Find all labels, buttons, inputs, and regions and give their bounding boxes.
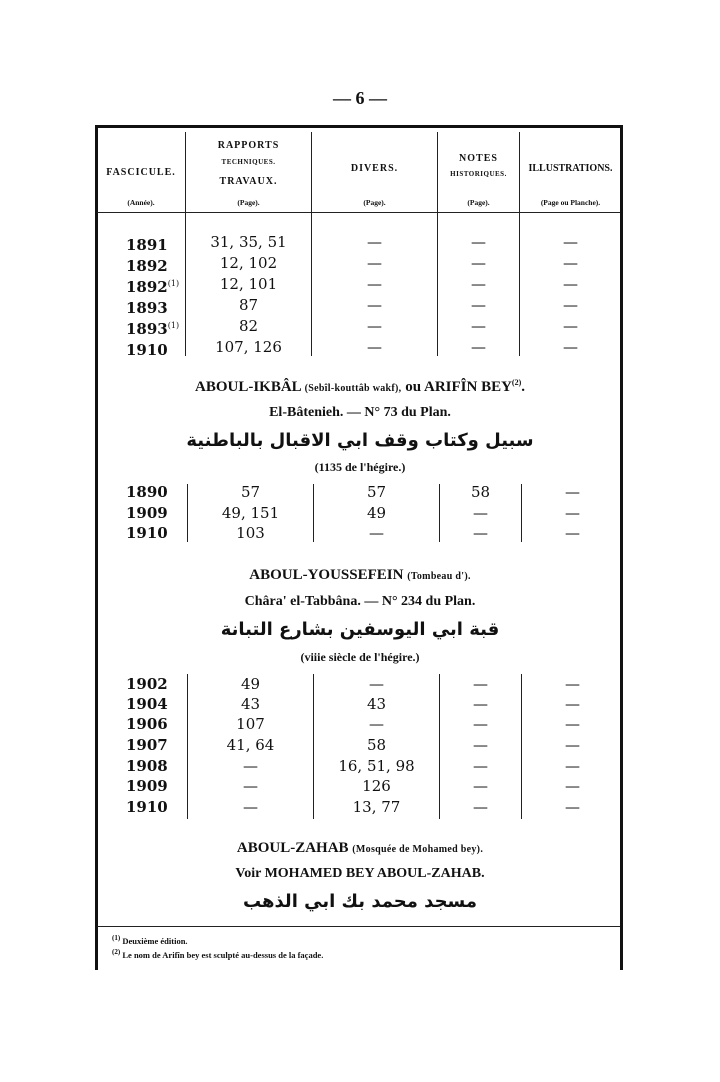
rapports-cell: 49	[240, 675, 261, 693]
rapports-cell: 107	[236, 715, 265, 733]
section2-title: ABOUL-IKBÂL (Sebîl-kouttâb wakf), ou ARIFÎN BEY$^{(2)}$.	[194, 378, 525, 395]
year-cell: 1910	[126, 524, 168, 542]
notes-cell: —	[471, 233, 486, 251]
rapports-cell: 57	[240, 483, 261, 501]
section2-date: (1135 de l'hégire.)	[314, 460, 406, 474]
section1-divider	[519, 214, 520, 356]
divers-cell: —	[367, 338, 382, 356]
year-cell: 1892	[126, 257, 168, 275]
section2-location: El-Bâtenieh. — N° 73 du Plan.	[269, 405, 451, 420]
header-rapports-techniques: TECHNIQUES.	[221, 158, 276, 166]
year-cell: 1909	[126, 504, 168, 522]
illustrations-cell: —	[563, 254, 578, 272]
year-cell: 1909	[126, 777, 168, 795]
section3-divider	[439, 674, 440, 819]
rapports-cell: —	[243, 757, 258, 775]
section2-divider	[439, 484, 440, 542]
section2-arabic: سبيل وكتاب وقف ابي الاقبال بالباطنية	[186, 430, 534, 451]
section2-divider	[521, 484, 522, 542]
divers-cell: —	[367, 317, 382, 335]
divers-cell: —	[367, 296, 382, 314]
header-divider	[519, 132, 520, 214]
year-cell: 1893	[126, 299, 168, 317]
year-cell: 1891	[126, 236, 168, 254]
rapports-cell: 43	[240, 695, 261, 713]
header-divers-sub: (Page).	[363, 198, 386, 207]
illustrations-cell: —	[565, 757, 580, 775]
divers-cell: 16, 51, 98	[338, 757, 415, 775]
footnote: $^{(2)}$ Le nom de Arifîn bey est sculpté au-dessus de la façade.	[112, 948, 324, 960]
divers-cell: 49	[366, 504, 387, 522]
section3-arabic: قبة ابي اليوسفين بشارع التبانة	[220, 619, 500, 640]
divers-cell: 58	[366, 736, 387, 754]
divers-cell: —	[367, 275, 382, 293]
notes-cell: —	[473, 504, 488, 522]
notes-cell: 58	[470, 483, 491, 501]
divers-cell: 43	[366, 695, 387, 713]
rapports-cell: 103	[236, 524, 265, 542]
header-travaux: TRAVAUX.	[219, 176, 278, 187]
rapports-cell: 82	[238, 317, 259, 335]
notes-cell: —	[471, 275, 486, 293]
section3-divider	[187, 674, 188, 819]
notes-cell: —	[473, 798, 488, 816]
header-historiques: HISTORIQUES.	[450, 170, 507, 178]
divers-cell: —	[369, 524, 384, 542]
section2-divider	[313, 484, 314, 542]
year-cell: 1893$^{(1)}$	[126, 320, 180, 338]
section4-location: Voir MOHAMED BEY ABOUL-ZAHAB.	[235, 866, 485, 881]
notes-cell: —	[473, 524, 488, 542]
notes-cell: —	[473, 695, 488, 713]
rapports-cell: 12, 102	[219, 254, 278, 272]
illustrations-cell: —	[563, 296, 578, 314]
rapports-cell: —	[243, 777, 258, 795]
year-cell: 1910	[126, 341, 168, 359]
section1-divider	[311, 214, 312, 356]
year-cell: 1902	[126, 675, 168, 693]
rapports-cell: 49, 151	[221, 504, 280, 522]
divers-cell: —	[367, 233, 382, 251]
illustrations-cell: —	[565, 675, 580, 693]
header-notes: NOTES	[459, 153, 498, 164]
divers-cell: —	[369, 715, 384, 733]
divers-cell: 13, 77	[352, 798, 401, 816]
illustrations-cell: —	[565, 483, 580, 501]
divers-cell: 57	[366, 483, 387, 501]
notes-cell: —	[471, 317, 486, 335]
notes-cell: —	[473, 715, 488, 733]
divers-cell: —	[369, 675, 384, 693]
year-cell: 1908	[126, 757, 168, 775]
header-rule	[97, 212, 620, 213]
header-divider	[185, 132, 186, 214]
illustrations-cell: —	[565, 504, 580, 522]
year-cell: 1904	[126, 695, 168, 713]
illustrations-cell: —	[563, 275, 578, 293]
illustrations-cell: —	[565, 736, 580, 754]
footnote-rule	[97, 926, 620, 927]
header-rapports-sub: (Page).	[237, 198, 260, 207]
notes-cell: —	[471, 254, 486, 272]
notes-cell: —	[473, 675, 488, 693]
illustrations-cell: —	[565, 695, 580, 713]
illustrations-cell: —	[565, 715, 580, 733]
notes-cell: —	[473, 736, 488, 754]
section3-date: (viiie siècle de l'hégire.)	[300, 650, 420, 664]
rapports-cell: 12, 101	[219, 275, 278, 293]
notes-cell: —	[471, 338, 486, 356]
section4-title: ABOUL-ZAHAB (Mosquée de Mohamed bey).	[236, 840, 484, 856]
header-divider	[311, 132, 312, 214]
header-illustrations-sub: (Page ou Planche).	[540, 198, 601, 207]
illustrations-cell: —	[563, 233, 578, 251]
rapports-cell: 41, 64	[226, 736, 275, 754]
year-cell: 1910	[126, 798, 168, 816]
year-cell: 1906	[126, 715, 168, 733]
section3-divider	[313, 674, 314, 819]
notes-cell: —	[471, 296, 486, 314]
section3-divider	[521, 674, 522, 819]
rapports-cell: —	[243, 798, 258, 816]
notes-cell: —	[473, 777, 488, 795]
section1-divider	[437, 214, 438, 356]
illustrations-cell: —	[565, 777, 580, 795]
year-cell: 1907	[126, 736, 168, 754]
illustrations-cell: —	[565, 524, 580, 542]
illustrations-cell: —	[565, 798, 580, 816]
rapports-cell: 87	[238, 296, 259, 314]
header-divers: DIVERS.	[350, 163, 399, 174]
header-rapports: RAPPORTS	[217, 140, 280, 151]
illustrations-cell: —	[563, 317, 578, 335]
year-cell: 1890	[126, 483, 168, 501]
notes-cell: —	[473, 757, 488, 775]
divers-cell: —	[367, 254, 382, 272]
section4-arabic: مسجد محمد بك ابي الذهب	[243, 891, 477, 912]
rapports-cell: 31, 35, 51	[210, 233, 287, 251]
header-notes-sub: (Page).	[467, 198, 490, 207]
section2-divider	[187, 484, 188, 542]
header-fascicule: FASCICULE.	[106, 167, 176, 178]
section3-location: Châra' el-Tabbâna. — N° 234 du Plan.	[244, 594, 476, 609]
header-fascicule-sub: (Année).	[127, 198, 155, 207]
divers-cell: 126	[362, 777, 391, 795]
footnote: $^{(1)}$ Deuxième édition.	[112, 934, 188, 946]
rapports-cell: 107, 126	[215, 338, 282, 356]
section3-title: ABOUL-YOUSSEFEIN (Tombeau d').	[249, 567, 471, 583]
illustrations-cell: —	[563, 338, 578, 356]
section1-divider	[185, 214, 186, 356]
page-number: — 6 —	[333, 88, 387, 108]
year-cell: 1892$^{(1)}$	[126, 278, 180, 296]
header-divider	[437, 132, 438, 214]
header-illustrations: ILLUSTRATIONS.	[528, 163, 613, 174]
